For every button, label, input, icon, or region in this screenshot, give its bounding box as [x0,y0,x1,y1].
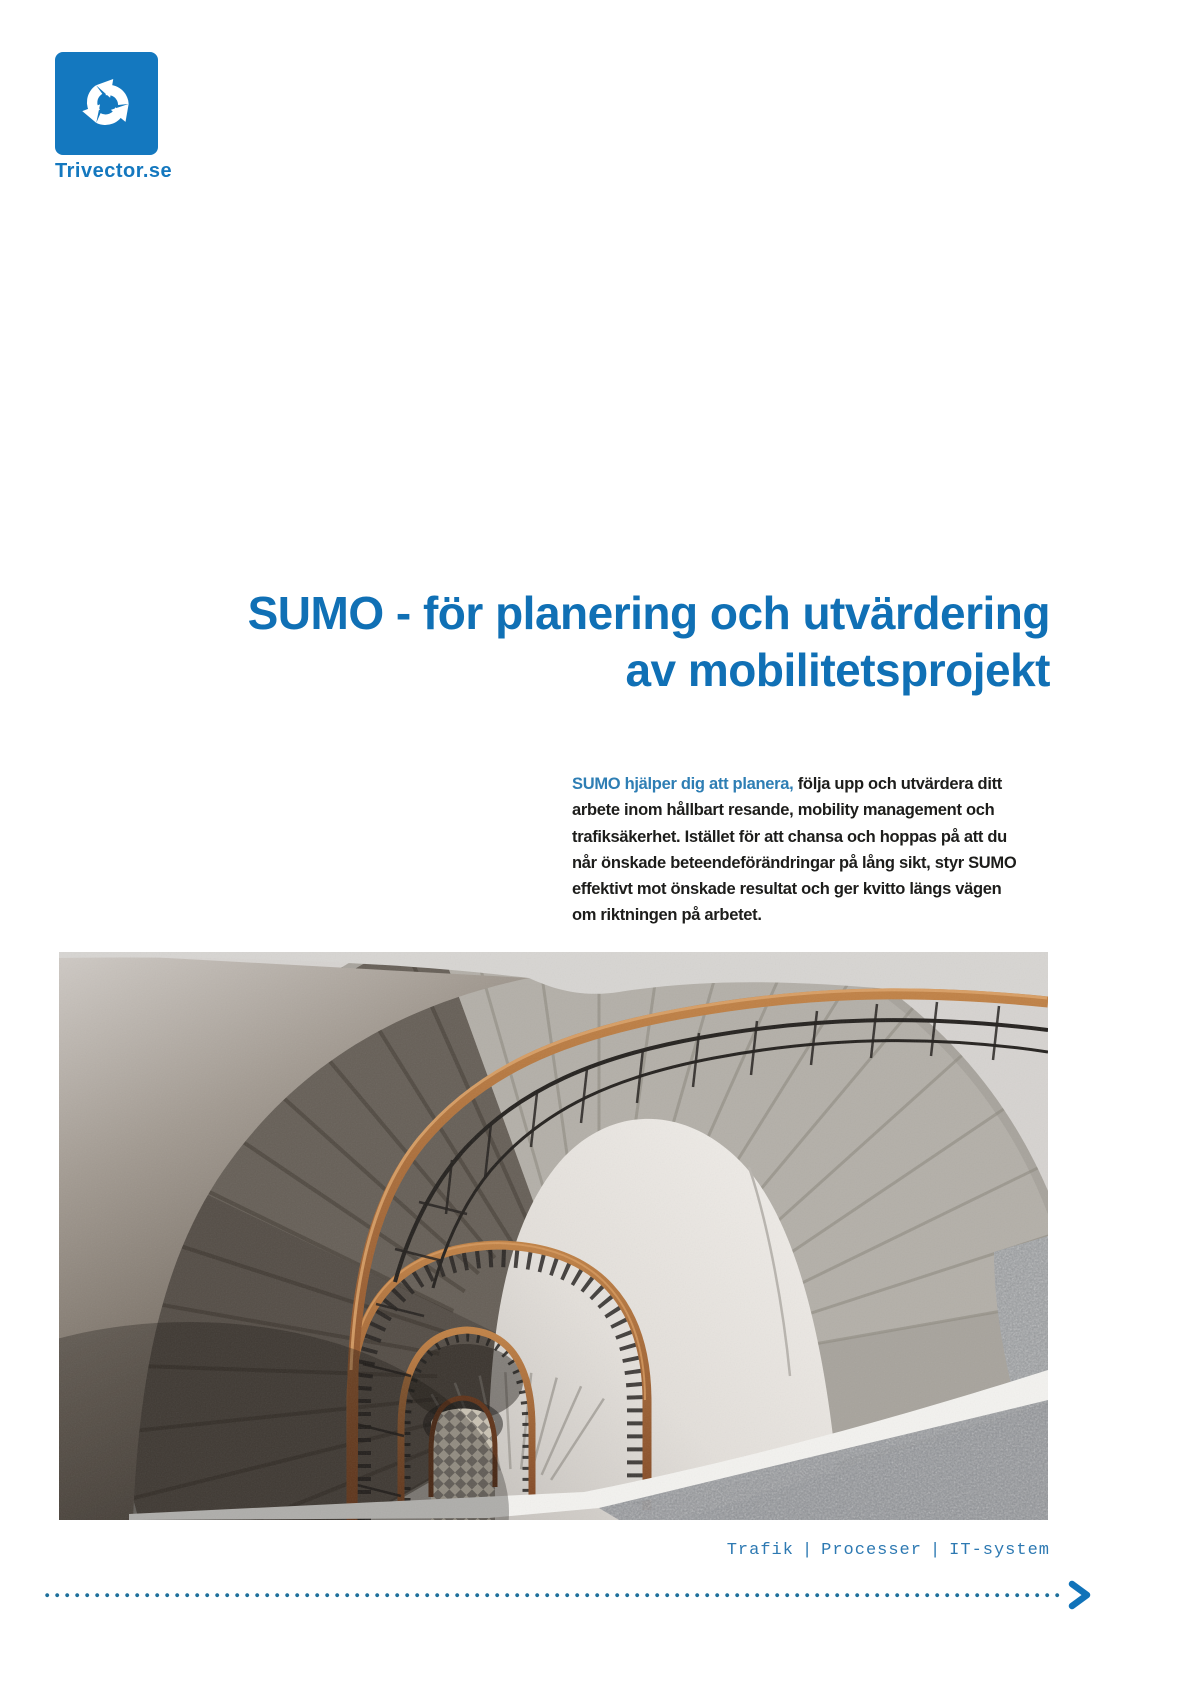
tagline-item-it-system: IT-system [949,1541,1050,1560]
spiral-staircase-photo [59,952,1048,1520]
footer-tagline [60,1541,1050,1560]
page-title-line2: av mobilitetsprojekt [625,644,1050,696]
tagline-separator: | [929,1541,942,1560]
page-title-line1: SUMO - för planering och utvärdering [247,587,1050,639]
intro-lead-rest: följa upp och utvärdera ditt [793,775,1003,793]
logo-text[interactable]: Trivector.se [55,160,173,182]
arrow-chevron-icon [1066,1580,1094,1610]
intro-paragraph [572,771,1132,929]
intro-line: arbete inom hållbart resande, mobility management och [572,801,995,820]
page-title [60,585,1050,699]
intro-line [572,771,1132,797]
intro-line: når önskade beteendeförändringar på lång sikt, styr SUMO [572,853,1017,872]
tagline-item-trafik: Trafik [726,1541,794,1560]
recycle-arrows-icon [68,65,146,143]
tagline-item-processer: Processer [821,1541,922,1560]
intro-line: trafiksäkerhet. Istället för att chansa och hoppas på att du [572,827,1007,846]
dotted-rule [45,1592,1065,1599]
photo-grain [59,952,1048,1520]
trivector-logo[interactable] [55,52,158,155]
intro-lead-text: SUMO hjälper dig att planera, [572,775,794,793]
intro-line: effektivt mot önskade resultat och ger kvitto längs vägen [572,880,1002,899]
tagline-separator: | [801,1541,814,1560]
intro-line: om riktningen på arbetet. [572,906,762,925]
